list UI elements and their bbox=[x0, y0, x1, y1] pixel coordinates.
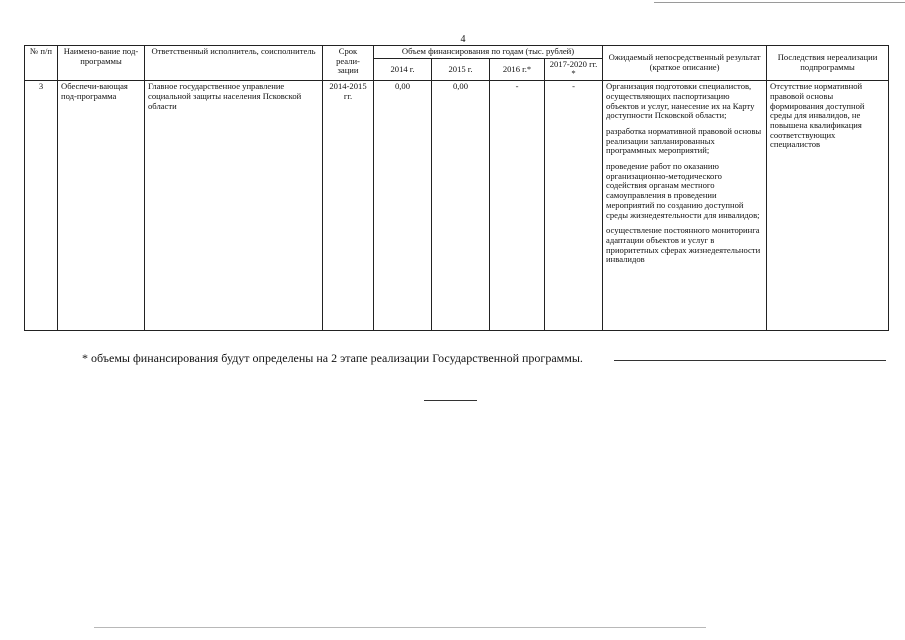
header-executor: Ответственный исполнитель, соисполнитель bbox=[145, 46, 323, 81]
cell-funding-2015: 0,00 bbox=[432, 81, 490, 331]
end-separator bbox=[424, 400, 477, 401]
header-num: № п/п bbox=[25, 46, 58, 81]
cell-funding-2016: - bbox=[490, 81, 545, 331]
scan-edge-bottom bbox=[94, 627, 706, 628]
header-year-2017-2020: 2017-2020 гг. * bbox=[545, 58, 603, 80]
header-name: Наимено-вание под-программы bbox=[58, 46, 145, 81]
cell-name: Обеспечи-вающая под-программа bbox=[58, 81, 145, 331]
subprogram-table bbox=[24, 45, 889, 331]
header-year-2014: 2014 г. bbox=[374, 58, 432, 80]
result-item: проведение работ по оказанию организационно-методического содействия органам местного самоуправления в проведении мероприятий по созданию доступной среды жизнедеятельности для инвалидов; bbox=[606, 161, 760, 220]
result-item: разработка нормативной правовой основы реализации запланированных программных мероприятий; bbox=[606, 125, 762, 156]
result-item: Организация подготовки специалистов, осуществляющих паспортизацию объектов и услуг, нанесение их на Карту доступности Псковской области; bbox=[606, 81, 755, 121]
footnote-rule bbox=[614, 360, 886, 361]
header-funding-group: Объем финансирования по годам (тыс. рублей) bbox=[374, 46, 603, 59]
cell-term: 2014-2015 гг. bbox=[323, 81, 374, 331]
header-consequences: Последствия нереализации подпрограммы bbox=[767, 46, 889, 81]
header-year-2015: 2015 г. bbox=[432, 58, 490, 80]
cell-result bbox=[603, 81, 767, 331]
table-row bbox=[25, 81, 889, 331]
header-result: Ожидаемый непосредственный результат (краткое описание) bbox=[603, 46, 767, 81]
cell-consequences: Отсутствие нормативной правовой основы формирования доступной среды для инвалидов, не повышена квалификация соответствующих специалистов bbox=[767, 81, 889, 331]
header-year-2016: 2016 г.* bbox=[490, 58, 545, 80]
cell-num: 3 bbox=[25, 81, 58, 331]
header-term: Срок реали-зации bbox=[323, 46, 374, 81]
header-row bbox=[25, 46, 889, 59]
footnote: * объемы финансирования будут определены на 2 этапе реализации Государственной программы. bbox=[82, 351, 583, 365]
page-number: 4 bbox=[460, 34, 466, 45]
result-item: осуществление постоянного мониторинга адаптации объектов и услуг в приоритетных сферах жизнедеятельности инвалидов bbox=[606, 225, 761, 265]
cell-executor: Главное государственное управление социальной защиты населения Псковской области bbox=[145, 81, 323, 331]
scan-edge-top bbox=[654, 2, 905, 3]
cell-funding-2017-2020: - bbox=[545, 81, 603, 331]
cell-funding-2014: 0,00 bbox=[374, 81, 432, 331]
